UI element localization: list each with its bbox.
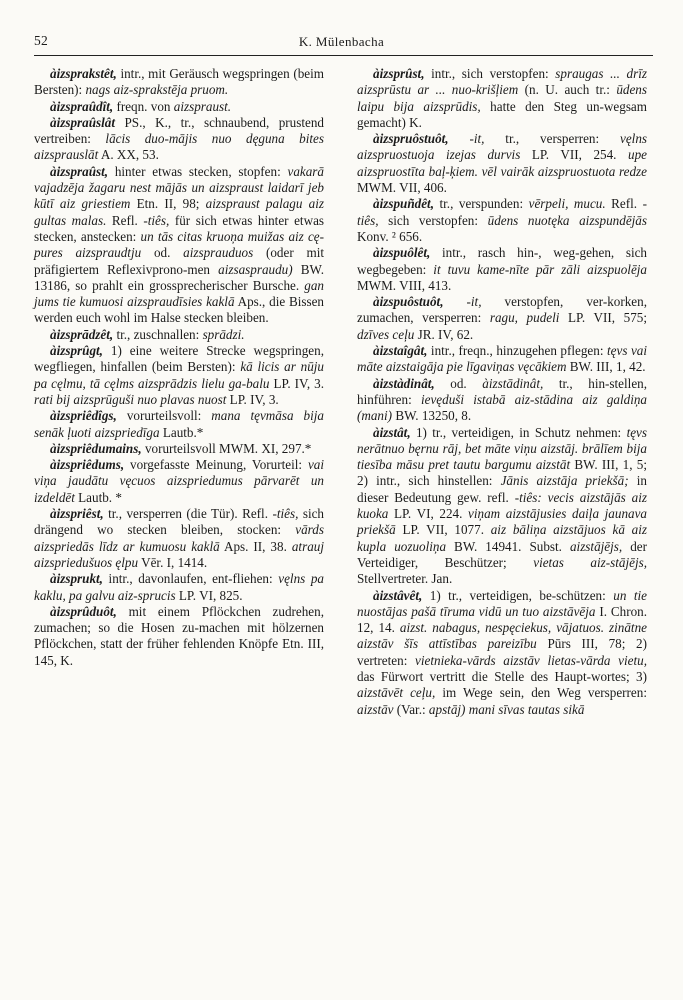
entry-example: it tuvu kame-nīte pār zāli aizspuolēja [433, 261, 647, 277]
entry-gloss: 1) eine weitere Strecke wegspringen, wegfliegen, hinfallen (beim Bersten): [34, 343, 324, 375]
entry-example: -tiês: vecis aizstājās aiz kuoka [357, 489, 647, 522]
entry-gloss: vorurteilsvoll: [116, 408, 212, 424]
entry-example: -tiês, [272, 506, 299, 522]
entry-gloss: (n. U. auch tr.: [518, 82, 617, 98]
dictionary-entry [34, 327, 324, 343]
page-number: 52 [34, 33, 48, 48]
entry-headword: àizspuñdêt, [373, 196, 434, 212]
entry-gloss: Refl. [605, 196, 643, 212]
entry-headword: àizspriêst, [50, 506, 104, 522]
dictionary-entry [34, 408, 324, 441]
entry-gloss: A. XX, 53. [98, 147, 159, 163]
entry-gloss: (Var.: [393, 701, 429, 717]
entry-example: ragu, pudeli [489, 310, 560, 326]
entry-example: vietas aiz-stājējs, [533, 554, 647, 570]
entry-example: kā licis ar nūju pa cęlmu, tā cęlms aizsprādzis lielu ga-balu [34, 359, 325, 391]
entry-example: viņam aizstājusies daiļa jaunava priekšā [357, 506, 647, 538]
entry-gloss: BW. III, 1, 42. [566, 359, 646, 375]
dictionary-entry [34, 457, 324, 506]
dictionary-entry [357, 196, 647, 245]
entry-gloss: LP. VI, 224. [388, 506, 469, 522]
dictionary-entry [34, 115, 324, 164]
entry-gloss: 1) tr., verteidigen, in Schutz nehmen: [410, 424, 627, 440]
entry-example: apstāj) mani sīvas tautas sikā [428, 701, 585, 717]
entry-gloss: das Fürwort vertritt die Stelle des Haupt-wortes; 3) [357, 668, 647, 684]
entry-gloss: tr., versperren: [484, 131, 620, 147]
running-head: K. Mülenbacha [298, 34, 385, 49]
dictionary-entry [34, 571, 324, 604]
entry-example: upe aizspruostīta baļ-ķiem. vēl vairāk aizspruostuota redze [357, 147, 647, 179]
entry-gloss: vorurteilsvoll MWM. XI, 297.* [141, 440, 312, 456]
entry-example: ūdens laipu bija aizsprūdis, [357, 82, 647, 114]
dictionary-entry [357, 131, 647, 196]
entry-example: aizsaspraudu) [218, 261, 293, 277]
entry-headword: àizsprakstêt, [50, 66, 117, 81]
entry-example: mana tęvmāsa bija senāk ļuoti aizspriedīga [34, 408, 324, 440]
entry-gloss: hatte den Steg un-wegsam gemacht) K. [357, 98, 647, 130]
entry-gloss: Lautb.* [159, 424, 204, 440]
entry-example: vęlns pa kaklu, pa galvu aiz-sprucis [34, 571, 324, 603]
entry-gloss: Refl. [106, 212, 144, 228]
entry-gloss: in dieser Bedeutung gew. refl. [357, 473, 647, 505]
entry-gloss: LP. VI, 825. [175, 587, 243, 603]
entry-gloss: intr., rasch hin-, weg-gehen, sich wegbegeben: [357, 245, 647, 277]
entry-example: dzīves ceļu [357, 326, 415, 342]
entry-headword: àizsprûst, [373, 66, 425, 81]
entry-example: ievęduši istabā aiz-stādina aiz galdiņa (mani) [357, 391, 648, 424]
dictionary-entry [34, 66, 324, 99]
entry-example: vai viņa jaudātu vęcuos aizspriedumus pārvarēt un izdeldēt [34, 457, 324, 505]
dictionary-entry [34, 164, 324, 327]
entry-gloss: intr., sich verstopfen: [424, 66, 556, 81]
entry-headword: àizspraûst, [50, 163, 109, 179]
entry-headword: àizspruôstuôt, [373, 131, 449, 147]
entry-example: -it, [466, 294, 482, 310]
entry-headword: àizspuôstuôt, [373, 294, 444, 310]
entry-headword: àizspraûslât [50, 114, 115, 130]
entry-gloss: LP. VII, 254. [520, 147, 629, 163]
entry-gloss: Stellvertreter. Jan. [357, 571, 453, 587]
entry-example: aiz bāliņa aizstājuos kā aiz kupla uozuoliņa [357, 522, 647, 554]
entry-example: sprādzi. [202, 326, 245, 342]
entry-gloss: MWM. VIII, 413. [357, 277, 452, 293]
entry-gloss: vorgefasste Meinung, Vorurteil: [124, 457, 308, 473]
entry-example: ūdens nuotęka aizspundējās [487, 212, 647, 228]
entry-example: vakarā vajadzēja žagaru nest mājās un aizspraust laidarī jeb kūtī aiz griestiem [34, 163, 324, 212]
entry-gloss: freqn. von [113, 98, 174, 114]
dictionary-entry [34, 343, 324, 408]
entry-headword: àizsprādzêt, [50, 326, 114, 342]
entry-gloss: Aps., die Bissen werden euch wohl im Halse stecken bleiben. [34, 294, 325, 326]
entry-example: rati bij aizsprūguši nuo plavas nuost [34, 391, 227, 407]
entry-gloss: für sich etwas hinter etwas stecken, anstecken: [34, 212, 325, 244]
entry-gloss: JR. IV, 62. [414, 326, 474, 342]
entry-gloss: MWM. VII, 406. [357, 180, 447, 196]
entry-gloss: Etn. II, 98; [130, 196, 206, 212]
entry-headword: àizsprûduôt, [50, 603, 117, 619]
entry-gloss: LP. IV, 3. [269, 375, 324, 391]
dictionary-entry [34, 604, 324, 669]
entry-gloss: Aps. II, 38. [219, 538, 292, 554]
entry-example: nags aiz-sprakstēja pruom. [85, 82, 229, 98]
left-column [34, 66, 324, 669]
entry-example: vārds aizspriedās līdz ar kumuosu kaklā [34, 522, 324, 554]
entry-example: un tie nuostājas pašā tīruma vidū un tuo aizstāvēja [357, 587, 647, 619]
entry-gloss: mit einem Pflöckchen zudrehen, zumachen; so die Hosen zu-machen mit hölzernen Pflöckchen, statt der früher fehlenden Knöpfe Etn. III, 145, K. [34, 603, 324, 668]
header-rule [34, 55, 653, 56]
entry-gloss: LP. IV, 3. [226, 391, 279, 407]
dictionary-entry [357, 376, 647, 425]
entry-gloss: BW. 13250, 8. [392, 408, 472, 424]
entry-example: spraugas ... drīz aizsprūstu ar ... nuo-krišļiem [357, 66, 647, 98]
entry-gloss: od. [434, 375, 483, 391]
entry-gloss [443, 294, 466, 309]
dictionary-entry [34, 506, 324, 571]
entry-gloss: LP. VII, 1077. [395, 522, 491, 538]
entry-gloss: tr., versperren (die Tür). Refl. [103, 506, 273, 522]
entry-gloss: od. [141, 245, 184, 261]
entry-example: vērpeli, mucu. [528, 196, 606, 212]
entry-example: un tās citas kruoņa muižas aiz cę-pures aizspraudtju [34, 228, 324, 261]
right-column [357, 66, 647, 718]
entry-example: tęvs vai māte aizstaigāja pie līgaviņas vęcākiem [357, 343, 647, 375]
entry-gloss: (oder mit präfigiertem Reflexivprono-men [34, 245, 324, 277]
entry-gloss: sich drängend wo stecken bleiben, stocken: [34, 506, 324, 538]
entry-headword: àizspriêdumains, [50, 440, 142, 456]
entry-gloss: PS., K., tr., schnaubend, prustend vertreiben: [34, 114, 324, 147]
entry-gloss: Konv. ² 656. [357, 228, 423, 244]
entry-example: atrauj aizspriedušuos ęlpu [34, 538, 324, 570]
entry-headword: àizstât, [373, 424, 411, 440]
entry-headword: àizspuôlêt, [373, 245, 431, 261]
entry-example: aizspraust. [173, 98, 232, 114]
entry-example: aizstājējs, [569, 538, 623, 554]
entry-gloss: I. Chron. 12, 14. [357, 603, 648, 636]
entry-gloss: LP. VII, 575; [559, 310, 648, 326]
entry-gloss: Pūrs III, 78; 2) vertreten: [357, 636, 647, 668]
entry-example: vietnieka-vārds aizstāv lietas-vārda vietu, [415, 652, 647, 668]
dictionary-entry [357, 245, 647, 294]
entry-gloss: der Verteidiger, Beschützer; [357, 538, 647, 570]
entry-headword: àizspriêdîgs, [50, 408, 117, 424]
entry-example: -tiês, [357, 196, 647, 228]
entry-gloss: im Wege sein, den Weg versperren: [435, 685, 647, 701]
dictionary-entry [357, 343, 647, 376]
entry-gloss: intr., davonlaufen, ent-fliehen: [102, 571, 279, 587]
entry-example: aizsprauduos [183, 245, 254, 261]
entry-example: aizstāvēt ceļu, [357, 685, 436, 701]
entry-example: vęlns aizspruostuoja izejas durvis [357, 131, 647, 163]
entry-gloss: Lautb. * [74, 489, 122, 505]
entry-headword: àizstâvêt, [373, 587, 423, 603]
entry-example: Jānis aizstāja priekšā; [500, 473, 629, 489]
entry-headword: àizsprûgt, [50, 343, 103, 359]
entry-gloss: tr., hin-stellen, hinführen: [357, 375, 648, 407]
entry-headword: àizspriêdums, [50, 457, 125, 473]
entry-headword: àizstaîgât, [373, 343, 428, 359]
entry-example: àizstādinât, [482, 375, 544, 391]
dictionary-entry [357, 66, 647, 131]
entry-example: aizst. nabagus, nespęciekus, vājatuos. zinātne aizstāv šīs attīstības pareizību [357, 620, 647, 652]
entry-example: aizstāv [357, 701, 394, 717]
entry-gloss: BW. III, 1, 5; 2) intr., sich hinstellen: [357, 457, 647, 489]
entry-gloss: hinter etwas stecken, stopfen: [108, 163, 288, 179]
entry-example: -it, [469, 131, 485, 147]
entry-example: tęvs nerātnuo bęrnu rāj, bet māte viņu aizstāj. brālīem bija tiesība māsu pret tautu bargumu aizstāt [357, 424, 647, 473]
dictionary-entry [357, 588, 647, 718]
entry-gloss: verstopfen, ver-korken, zumachen, versperren: [357, 294, 647, 326]
entry-headword: àizsprukt, [50, 571, 103, 587]
entry-example: lācis duo-mājis nuo dęguna bites aizsprauslāt [34, 131, 324, 163]
entry-gloss: tr., zuschnallen: [113, 326, 203, 342]
entry-gloss: intr., mit Geräusch wegspringen (beim Bersten): [34, 66, 324, 98]
dictionary-entry [357, 425, 647, 588]
dictionary-entry [34, 99, 324, 115]
entry-gloss [449, 131, 470, 146]
entry-example: -tiês, [143, 212, 170, 228]
dictionary-entry [357, 294, 647, 343]
entry-gloss: intr., freqn., hinzugehen pflegen: [427, 343, 607, 359]
entry-gloss: sich verstopfen: [378, 212, 488, 228]
entry-gloss: Vēr. I, 1414. [138, 554, 208, 570]
entry-example: aizspraust palagu aiz gultas malas. [34, 196, 324, 228]
entry-headword: àizspraûdît, [50, 98, 114, 114]
dictionary-entry [34, 441, 324, 457]
entry-gloss: tr., verspunden: [433, 196, 529, 212]
entry-headword: àizstàdinât, [373, 375, 435, 391]
entry-gloss: BW. 13186, so prahlt ein grossprecherischer Bursche. [34, 261, 324, 293]
entry-gloss: 1) tr., verteidigen, be-schützen: [422, 587, 614, 603]
entry-gloss: BW. 14941. Subst. [446, 538, 570, 554]
entry-example: gan jums tie kumuosi aizspraudīsies kaklā [34, 277, 324, 310]
